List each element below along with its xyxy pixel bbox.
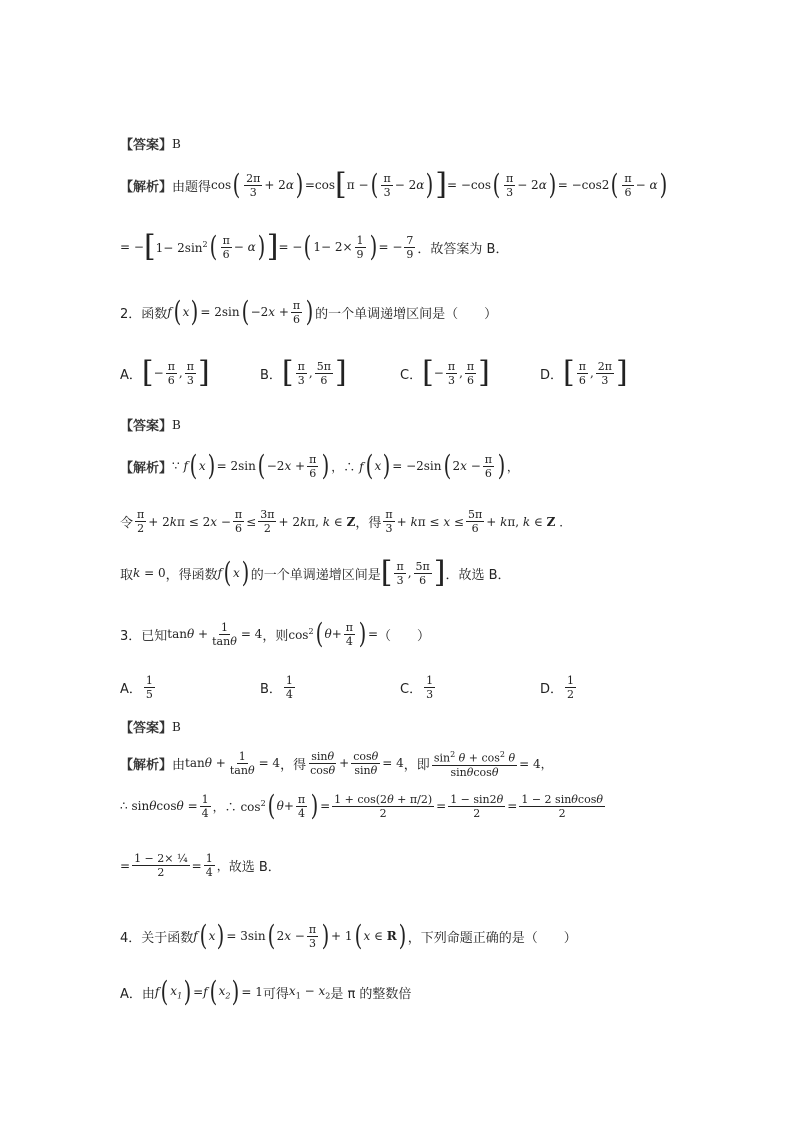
q2-option-b[interactable]: B． [ $\frac{\pi}{3}$ , $\frac{5\pi}{6}$ ] [260,355,347,390]
q3-analysis-line-2: ∴ sinθcosθ = $\frac{1}{4}$ ，∴ $\cos^2$ ( θ + $\frac{\pi}{4}$ ) = $\frac{1 + \cos(2\theta + \pi/2)}{2}$ = $\frac{1 - \sin 2\theta}{2}$ = $\frac{1 - 2 \sin\theta\cos\theta}{2}$ [120,789,603,822]
q4-stem: 4．关于函数 f ( x ) = 3sin ( 2x − $\frac{\pi}{3}$ ) + 1 ( x ∈ R ) ，下列命题正确的是（ ） [120,919,577,952]
analysis-intro: 由题得 [172,179,212,195]
analysis-tag: 【解析】 [120,179,173,195]
formula: cos [211,178,232,192]
q2-analysis-line-2: 令 $\frac{\pi}{2}$ + 2kπ ≤ 2x − $\frac{\pi}{6}$ ≤ $\frac{3\pi}{2}$ + 2kπ, k ∈ Z ，得 $\frac{\pi}{3}$ + kπ ≤ x ≤ $\frac{5\pi}{6}$ + kπ, k ∈ Z ． [120,508,572,535]
answer-tag: 【答案】 [120,138,173,153]
q3-option-a[interactable]: A． $\frac{1}{5}$ [120,674,153,701]
q4-option-a[interactable]: A．由 f ( $x_1$ ) = f ( $x_2$ ) = 1 可得 $x_1 - x_2$ 是 π 的整数倍 [120,975,412,1008]
q2-stem-pre: 2．函数 [120,306,168,322]
analysis-conclusion: ．故答案为 B． [417,241,509,257]
q3-analysis-line-3: = $\frac{\text{1 − 2× ¼}}{2}$ = $\frac{1}{4}$ ， 故选 B． [120,852,281,879]
q2-option-a[interactable]: A． [ − $\frac{\pi}{6}$ , $\frac{\pi}{3}$ ] [120,355,210,390]
q3-option-c[interactable]: C． $\frac{1}{3}$ [400,674,434,701]
q2-answer-line: 【答案】 B [120,417,181,434]
q3-option-d[interactable]: D． $\frac{1}{2}$ [540,674,575,701]
q2-option-d[interactable]: D． [ $\frac{\pi}{6}$ , $\frac{2\pi}{3}$ ] [540,355,628,390]
q1-analysis-line-1: 【解析】 由题得 cos ( $\frac{2\pi}{3}$ + 2α ) =cos [ π − ( $\frac{\pi}{3}$ − 2α ) ] = −cos ( $\frac{\pi}{3}$ − 2α ) = −cos2 ( $\frac{\pi}{6}$ − α ) [120,167,667,202]
q3-answer-line: 【答案】 B [120,719,181,736]
q3-analysis-line-1: 【解析】 由 tanθ + $\frac{1}{\tan\theta}$ = 4 ，得 $\frac{\sin\theta}{\cos\theta}$ + $\frac{\cos\theta}{\sin\theta}$ = 4 ，即 $\frac{\sin^2 \theta + \cos^2 \theta}{\sin\theta\cos\theta}$ = 4， [120,749,553,779]
q2-option-c[interactable]: C． [ − $\frac{\pi}{3}$ , $\frac{\pi}{6}$ ] [400,355,490,390]
q1-analysis-line-2: = − [ $1- 2\sin^2$ ( $\frac{\pi}{6}$ − α ) ] = − ( 1− 2× $\frac{1}{9}$ ) = − $\frac{7}{9}$ ．故答案为 B． [120,229,509,264]
q3-option-b[interactable]: B． $\frac{1}{4}$ [260,674,293,701]
answer-value: B [172,136,181,151]
q2-stem-post: 的一个单调递增区间是（ ） [315,306,498,322]
q2-stem: 2．函数 f ( x ) = 2sin ( −2x + $\frac{\pi}{6}$ ) 的一个单调递增区间是（ ） [120,295,498,328]
q2-analysis-line-1: 【解析】 ∵ f ( x ) = 2sin ( −2x + $\frac{\pi}{6}$ ) ，∴ f ( x ) = −2sin ( 2x − $\frac{\pi}{6}$ ) ， [120,449,519,482]
q1-answer-line [120,134,181,153]
q3-stem: 3．已知 tanθ + $\frac{1}{\tan\theta}$ = 4 ，则 $\cos^2$ ( θ + $\frac{\pi}{4}$ ) = （ ） [120,617,431,650]
q2-analysis-line-3: 取 k = 0 ，得函数 f ( x ) 的一个单调递增区间是 [ $\frac{\pi}{3}$ , $\frac{5\pi}{6}$ ] ．故选 B． [120,555,511,590]
